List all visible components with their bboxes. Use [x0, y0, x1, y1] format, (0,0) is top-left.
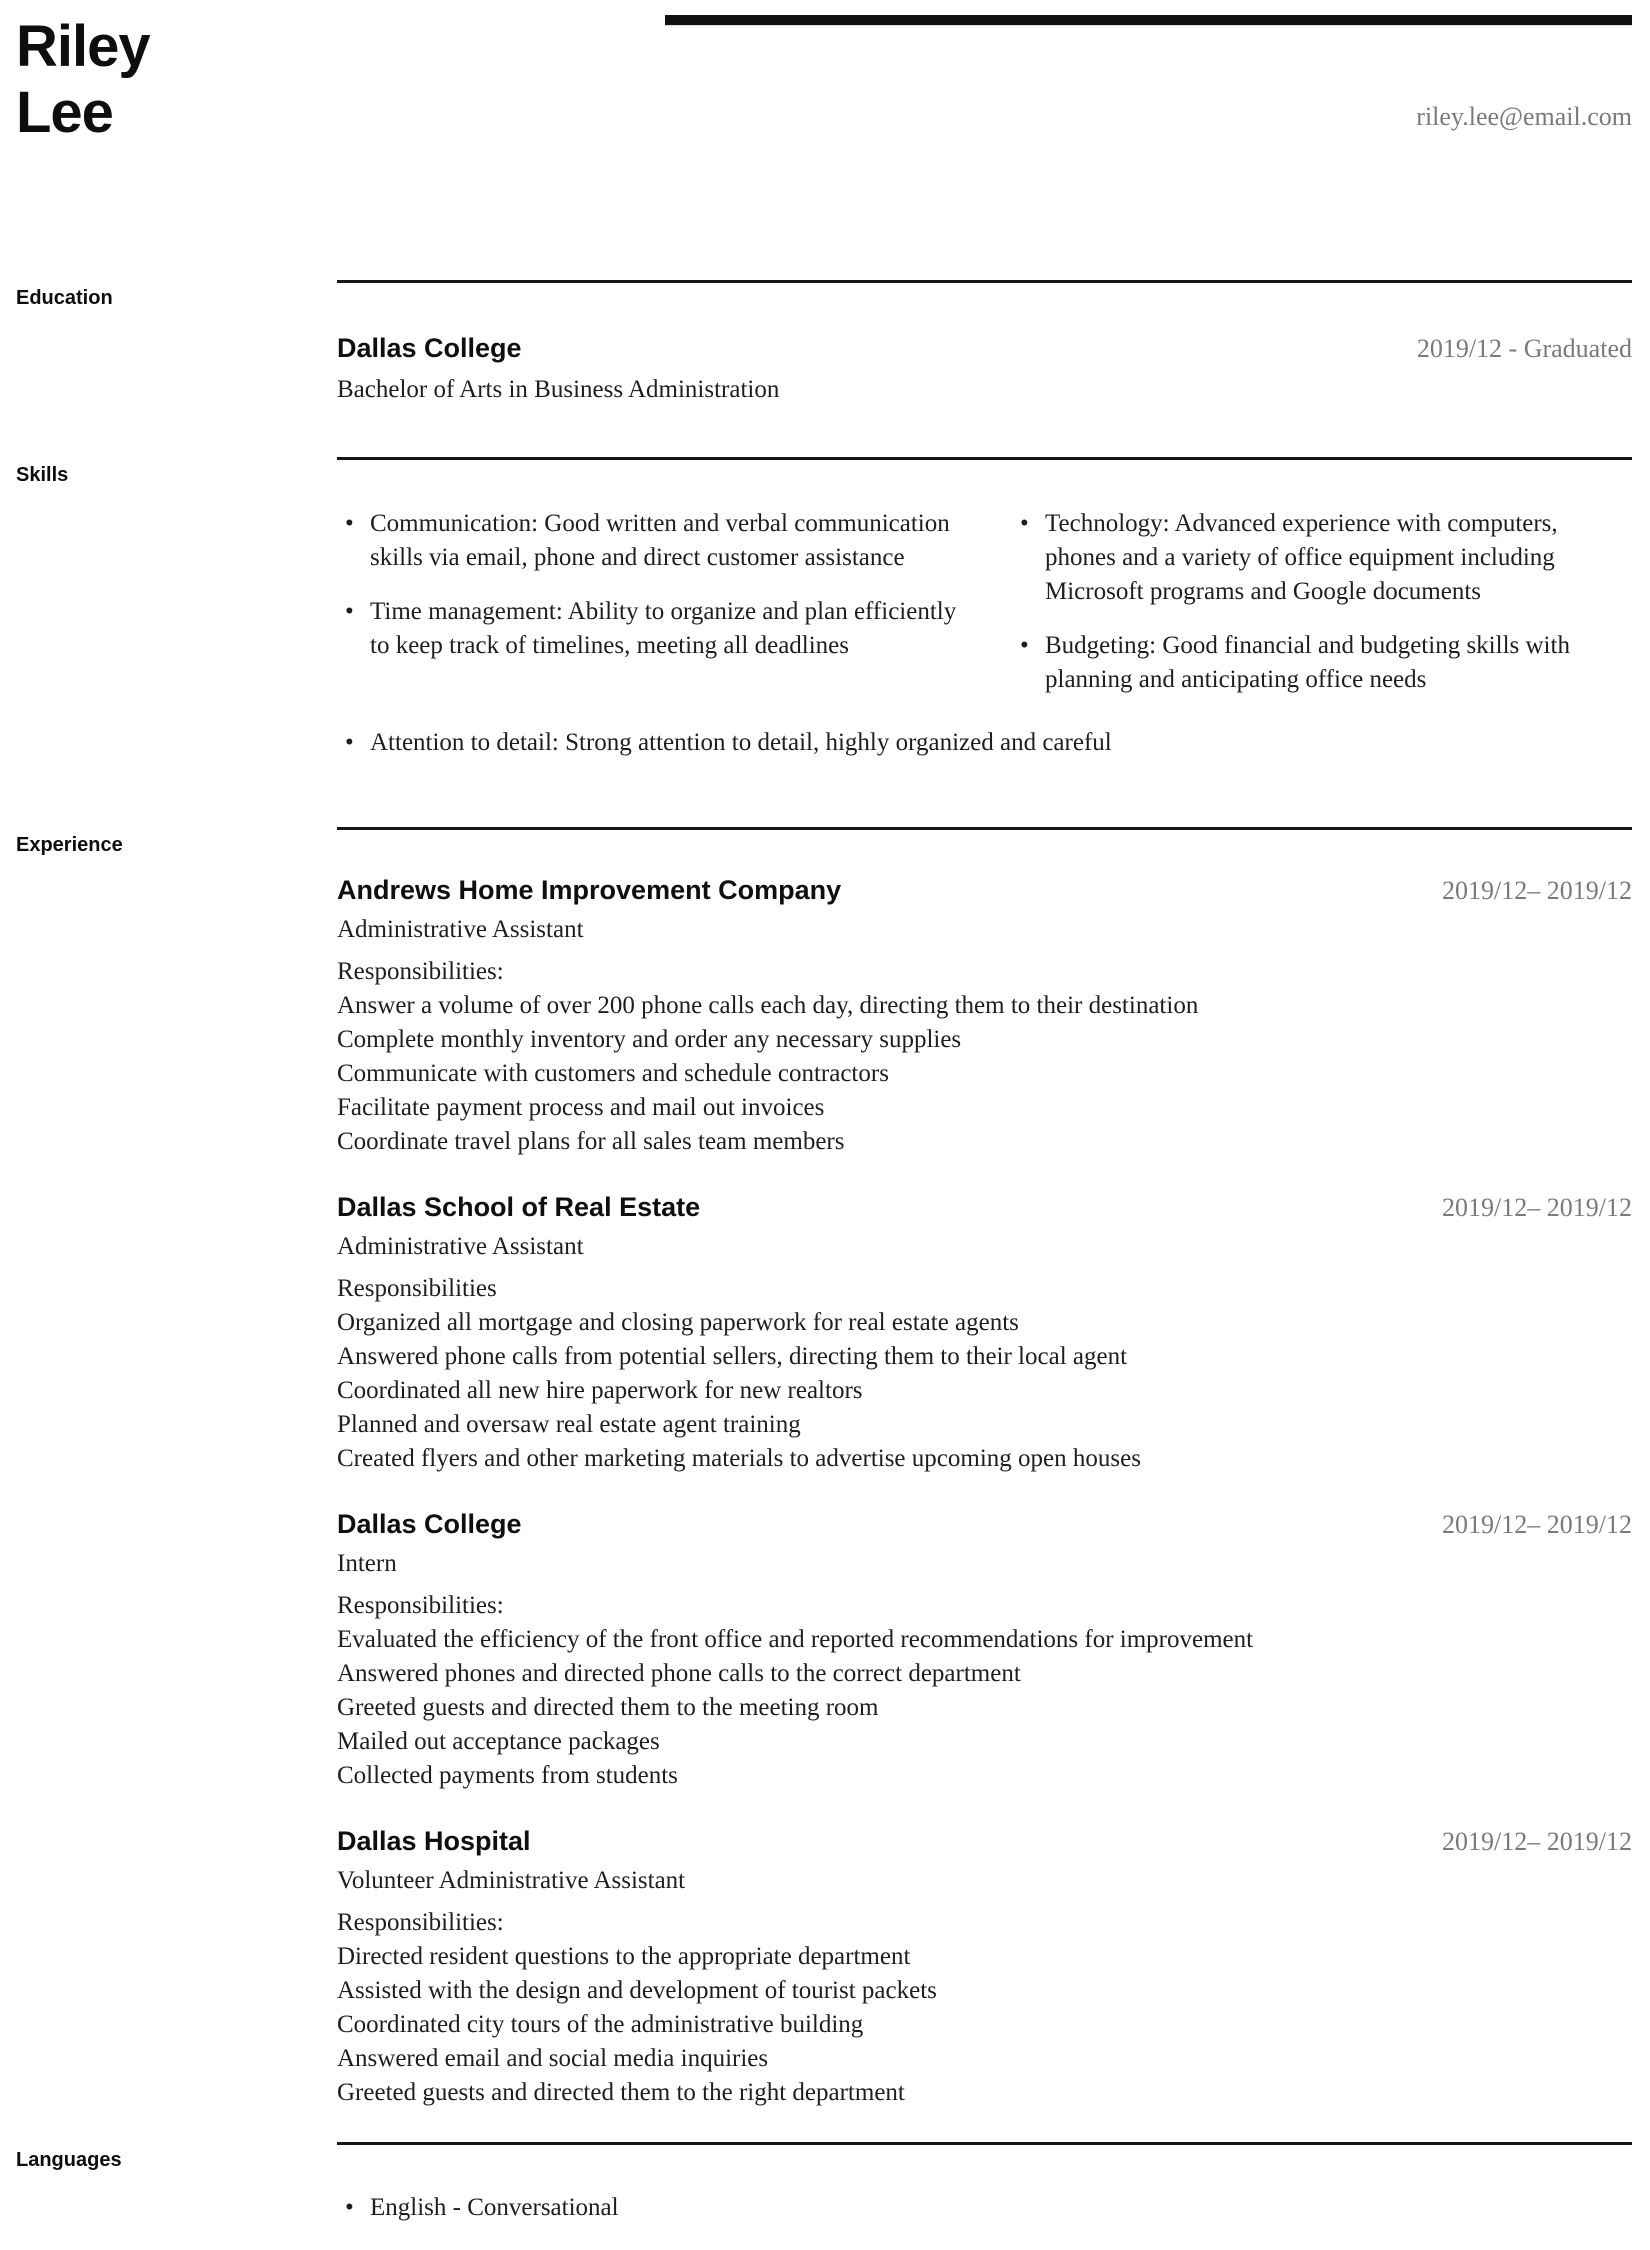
candidate-last-name: Lee	[16, 80, 113, 145]
responsibilities-heading: Responsibilities:	[337, 958, 504, 985]
candidate-first-name: Riley	[16, 14, 150, 79]
job-head	[337, 1508, 1632, 1541]
responsibility-line: Facilitate payment process and mail out invoices	[337, 1094, 825, 1121]
section-education	[16, 280, 1632, 457]
responsibility-line: Greeted guests and directed them to the meeting room	[337, 1694, 879, 1721]
job-entry-dallas-college	[337, 1508, 1632, 1793]
responsibility-line: Collected payments from students	[337, 1762, 678, 1789]
section-languages	[16, 2142, 1632, 2225]
job-role: Volunteer Administrative Assistant	[337, 1867, 686, 1894]
job-responsibilities	[337, 955, 1632, 1159]
job-company: Dallas School of Real Estate	[337, 1192, 701, 1222]
job-entry-dallas-school-of-real-estate	[337, 1191, 1632, 1476]
responsibility-line: Answered phones and directed phone calls to the correct department	[337, 1660, 1021, 1687]
header-right	[665, 14, 1632, 132]
skill-item: • Communication: Good written and verbal communication skills via email, phone and direct customer assistance	[337, 507, 957, 575]
responsibility-line: Answered email and social media inquiries	[337, 2045, 769, 2072]
education-content	[337, 280, 1632, 457]
responsibility-line: Directed resident questions to the appropriate department	[337, 1943, 911, 1970]
responsibility-line: Mailed out acceptance packages	[337, 1728, 660, 1755]
responsibility-line: Organized all mortgage and closing paperwork for real estate agents	[337, 1309, 1019, 1336]
experience-content	[337, 827, 1632, 2142]
responsibility-line: Coordinated all new hire paperwork for new realtors	[337, 1377, 863, 1404]
skill-item: • Attention to detail: Strong attention to detail, highly organized and careful	[337, 726, 1632, 760]
education-school: Dallas College	[337, 333, 522, 363]
education-entry-head	[337, 332, 1632, 365]
job-role: Administrative Assistant	[337, 916, 584, 943]
skill-item: • Technology: Advanced experience with computers, phones and a variety of office equipment including Microsoft programs and Google documents	[1012, 507, 1632, 609]
job-entry-dallas-hospital	[337, 1825, 1632, 2110]
responsibility-line: Evaluated the efficiency of the front office and reported recommendations for improvement	[337, 1626, 1254, 1653]
education-date: 2019/12 - Graduated	[1416, 334, 1632, 363]
section-skills	[16, 457, 1632, 827]
candidate-name	[16, 14, 150, 146]
experience-label: Experience	[16, 834, 123, 856]
skills-grid	[337, 507, 1632, 697]
responsibility-line: Coordinated city tours of the administrative building	[337, 2011, 864, 2038]
job-entry-andrews-home-improvement	[337, 874, 1632, 1159]
skills-column-2	[1012, 507, 1632, 697]
responsibility-line: Answered phone calls from potential sellers, directing them to their local agent	[337, 1343, 1128, 1370]
job-head	[337, 1191, 1632, 1224]
job-responsibilities	[337, 1589, 1632, 1793]
job-role: Intern	[337, 1550, 397, 1577]
email-text: riley.lee@email.com	[1416, 102, 1632, 131]
job-responsibilities	[337, 1906, 1632, 2110]
responsibilities-heading: Responsibilities:	[337, 1909, 504, 1936]
responsibility-line: Communicate with customers and schedule contractors	[337, 1060, 889, 1087]
education-degree: Bachelor of Arts in Business Administration	[337, 376, 780, 403]
languages-list	[337, 2191, 1632, 2225]
language-item: • English - Conversational	[337, 2191, 1632, 2225]
job-date: 2019/12– 2019/12	[1442, 876, 1632, 905]
job-company: Dallas Hospital	[337, 1826, 531, 1856]
sections	[16, 280, 1632, 2225]
skills-label: Skills	[16, 464, 69, 486]
responsibilities-heading: Responsibilities:	[337, 1592, 504, 1619]
languages-content	[337, 2142, 1632, 2225]
skill-item: • Time management: Ability to organize and plan efficiently to keep track of timelines, meeting all deadlines	[337, 595, 957, 663]
responsibility-line: Assisted with the design and development of tourist packets	[337, 1977, 937, 2004]
job-role: Administrative Assistant	[337, 1233, 584, 1260]
skills-full-width	[337, 726, 1632, 760]
education-label: Education	[16, 287, 113, 309]
responsibility-line: Answer a volume of over 200 phone calls each day, directing them to their destination	[337, 992, 1199, 1019]
header	[16, 14, 1632, 206]
job-date: 2019/12– 2019/12	[1442, 1510, 1632, 1539]
job-head	[337, 1825, 1632, 1858]
responsibility-line: Greeted guests and directed them to the right department	[337, 2079, 905, 2106]
job-responsibilities	[337, 1272, 1632, 1476]
responsibility-line: Planned and oversaw real estate agent training	[337, 1411, 801, 1438]
responsibility-line: Complete monthly inventory and order any necessary supplies	[337, 1026, 962, 1053]
responsibilities-heading: Responsibilities	[337, 1275, 497, 1302]
job-company: Dallas College	[337, 1509, 522, 1539]
job-company: Andrews Home Improvement Company	[337, 875, 842, 905]
responsibility-line: Created flyers and other marketing materials to advertise upcoming open houses	[337, 1445, 1141, 1472]
job-date: 2019/12– 2019/12	[1442, 1193, 1632, 1222]
job-date: 2019/12– 2019/12	[1442, 1827, 1632, 1856]
header-accent-bar	[665, 15, 1632, 26]
responsibility-line: Coordinate travel plans for all sales team members	[337, 1128, 845, 1155]
job-head	[337, 874, 1632, 907]
skills-column-1	[337, 507, 957, 697]
skills-content	[337, 457, 1632, 827]
languages-label: Languages	[16, 2149, 122, 2171]
skill-item: • Budgeting: Good financial and budgeting skills with planning and anticipating office needs	[1012, 629, 1632, 697]
section-experience	[16, 827, 1632, 2142]
